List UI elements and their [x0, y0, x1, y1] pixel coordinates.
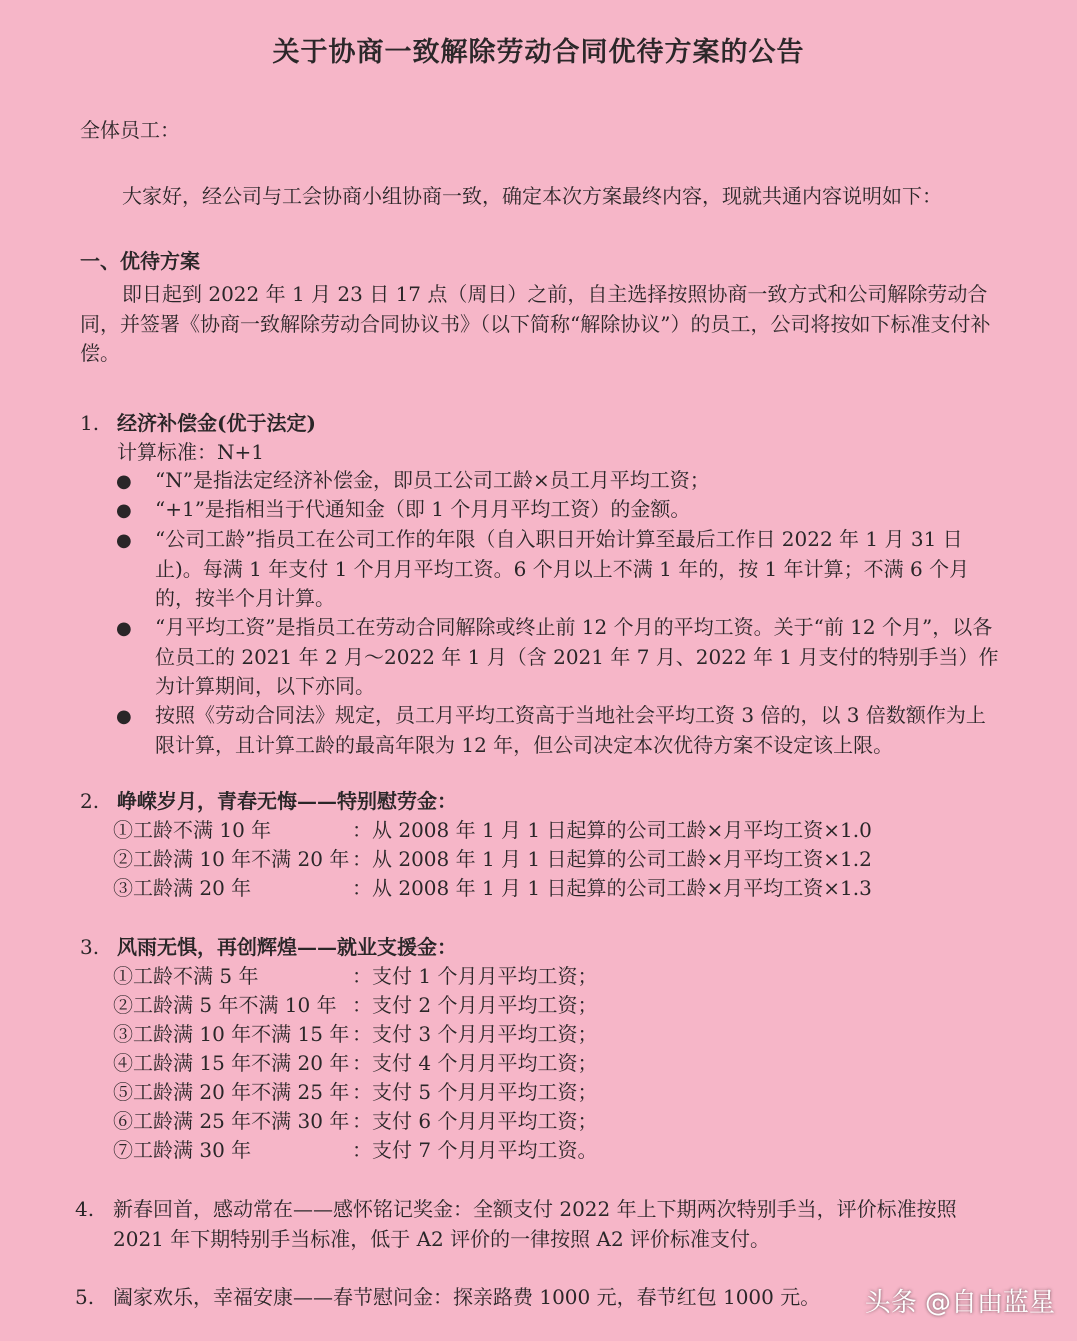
item2-number: 2.	[80, 789, 100, 813]
item3-row-value: ：支付 6 个月月平均工资；	[352, 1109, 598, 1133]
item2-row-label: ①工龄不满 10 年	[113, 818, 272, 842]
item3-row-label: ③工龄满 10 年不满 15 年	[113, 1022, 350, 1046]
item3-row-label: ②工龄满 5 年不满 10 年	[113, 993, 337, 1017]
item2-row-label: ②工龄满 10 年不满 20 年	[113, 847, 350, 871]
item1-bullet: “月平均工资”是指员工在劳动合同解除或终止前 12 个月的平均工资。关于“前 12 个月”，以各位员工的 2021 年 2 月～2022 年 1 月（含 2021 年 7 月、2022 年 1 月支付的特别手当）作为计算期间，以下亦同。	[155, 615, 999, 698]
bullet-dot-icon: ●	[116, 618, 132, 639]
item3-heading: 风雨无惧，再创辉煌——就业支援金：	[117, 935, 457, 959]
item3-row-value: ：支付 7 个月月平均工资。	[352, 1138, 598, 1162]
item3-row-label: ⑤工龄满 20 年不满 25 年	[113, 1080, 350, 1104]
item2-row-value: ：从 2008 年 1 月 1 日起算的公司工龄×月平均工资×1.0	[352, 818, 872, 842]
bullet-dot-icon: ●	[116, 530, 132, 551]
item3-row-label: ④工龄满 15 年不满 20 年	[113, 1051, 350, 1075]
item4-number: 4.	[75, 1197, 95, 1221]
item5-text: 阖家欢乐，幸福安康——春节慰问金：探亲路费 1000 元，春节红包 1000 元。	[113, 1285, 821, 1309]
notice-title: 关于协商一致解除劳动合同优待方案的公告	[272, 37, 805, 68]
item2-row-value: ：从 2008 年 1 月 1 日起算的公司工龄×月平均工资×1.2	[352, 847, 872, 871]
item1-bullet: “N”是指法定经济补偿金，即员工公司工龄×员工月平均工资；	[155, 468, 710, 492]
item3-row-value: ：支付 5 个月月平均工资；	[352, 1080, 598, 1104]
item3-row-label: ⑦工龄满 30 年	[113, 1138, 252, 1162]
section1-body: 即日起到 2022 年 1 月 23 日 17 点（周日）之前，自主选择按照协商一致方式和公司解除劳动合同，并签署《协商一致解除劳动合同协议书》（以下简称“解除协议”）的员工，公司将按如下标准支付补偿。	[80, 282, 991, 365]
item1-bullet: “公司工龄”指员工在公司工作的年限（自入职日开始计算至最后工作日 2022 年 1 月 31 日止)。每满 1 年支付 1 个月月平均工资。6 个月以上不满 1 年的，按 1 年计算；不满 6 个月的，按半个月计算。	[155, 527, 970, 610]
item3-row-value: ：支付 1 个月月平均工资；	[352, 964, 598, 988]
item1-heading: 经济补偿金(优于法定)	[117, 411, 316, 435]
item2-heading: 峥嵘岁月，青春无悔——特别慰劳金：	[117, 789, 457, 813]
item1-number: 1.	[80, 411, 100, 435]
item3-number: 3.	[80, 935, 100, 959]
intro-text: 大家好，经公司与工会协商小组协商一致，确定本次方案最终内容，现就共通内容说明如下：	[122, 184, 942, 208]
item1-bullet: “+1”是指相当于代通知金（即 1 个月月平均工资）的金额。	[155, 497, 691, 521]
item3-row-label: ①工龄不满 5 年	[113, 964, 259, 988]
item5-number: 5.	[75, 1285, 95, 1309]
bullet-dot-icon: ●	[116, 471, 132, 492]
item2-row-label: ③工龄满 20 年	[113, 876, 252, 900]
bullet-dot-icon: ●	[116, 500, 132, 521]
item1-bullet: 按照《劳动合同法》规定，员工月平均工资高于当地社会平均工资 3 倍的，以 3 倍数额作为上限计算，且计算工龄的最高年限为 12 年，但公司决定本次优待方案不设定该上限。	[155, 703, 986, 757]
item3-row-label: ⑥工龄满 25 年不满 30 年	[113, 1109, 350, 1133]
bullet-dot-icon: ●	[116, 706, 132, 727]
item1-standard: 计算标准：N+1	[117, 440, 264, 464]
item3-row-value: ：支付 2 个月月平均工资；	[352, 993, 598, 1017]
item2-row-value: ：从 2008 年 1 月 1 日起算的公司工龄×月平均工资×1.3	[352, 876, 872, 900]
greeting: 全体员工：	[80, 118, 180, 142]
item4-text: 新春回首，感动常在——感怀铭记奖金：全额支付 2022 年上下期两次特别手当，评价标准按照 2021 年下期特别手当标准，低于 A2 评价的一律按照 A2 评价标准支付。	[113, 1197, 957, 1251]
section1-heading: 一、优待方案	[80, 249, 200, 273]
item3-row-value: ：支付 3 个月月平均工资；	[352, 1022, 598, 1046]
item3-row-value: ：支付 4 个月月平均工资；	[352, 1051, 598, 1075]
watermark-label: 头条 @自由蓝星	[864, 1288, 1055, 1318]
